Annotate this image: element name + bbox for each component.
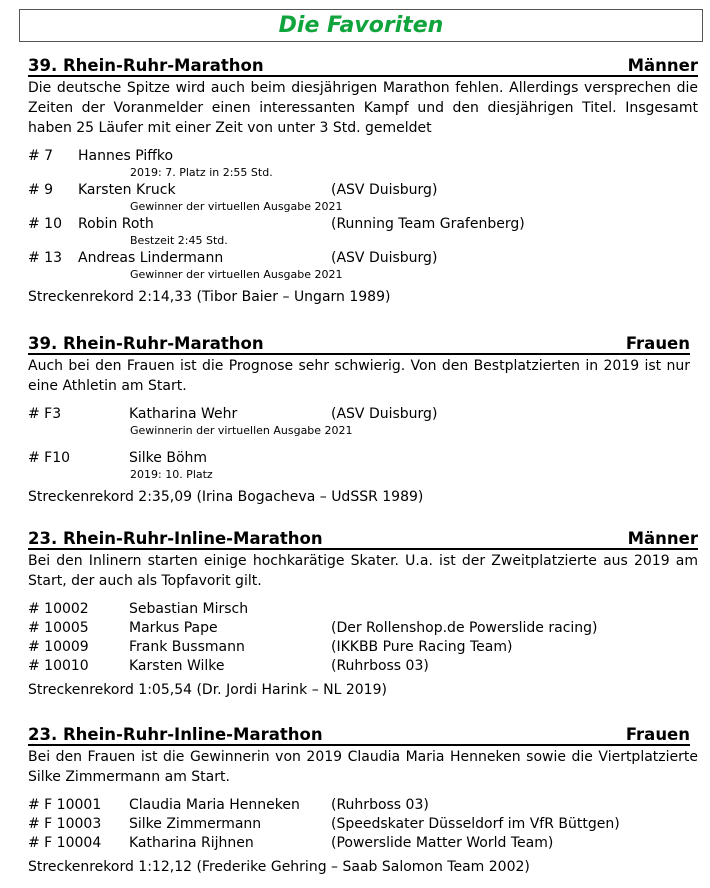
list-item xyxy=(28,181,698,200)
section-intro: Die deutsche Spitze wird auch beim diesjährigen Marathon fehlen. Allerdings versprechen die Zeiten der Voranmelder einen interessanten Kampf und den diesjährigen Titel. Insgesamt haben 25 Läufer mit einer Zeit von unter 3 Std. gemeldet xyxy=(28,80,698,136)
page-title-box xyxy=(19,9,703,42)
section-category: Frauen xyxy=(625,334,690,353)
bib-number: # 13 xyxy=(28,250,62,266)
section-heading: 23. Rhein-Ruhr-Inline-Marathon xyxy=(28,725,323,744)
course-record: Streckenrekord 2:35,09 (Irina Bogacheva – UdSSR 1989) xyxy=(28,489,424,505)
section-intro: Bei den Frauen ist die Gewinnerin von 2019 Claudia Maria Henneken sowie die Viertplatzierte Silke Zimmermann am Start. xyxy=(28,749,698,785)
athlete-club: (ASV Duisburg) xyxy=(331,406,438,422)
entry-list xyxy=(28,796,690,853)
athlete-name: Hannes Piffko xyxy=(78,148,174,164)
course-record: Streckenrekord 2:14,33 (Tibor Baier – Ungarn 1989) xyxy=(28,289,391,305)
athlete-note: Gewinner der virtuellen Ausgabe 2021 xyxy=(130,200,343,213)
athlete-name: Karsten Wilke xyxy=(129,658,225,674)
course-record: Streckenrekord 1:12,12 (Frederike Gehring – Saab Salomon Team 2002) xyxy=(28,859,530,875)
bib-number: # F 10001 xyxy=(28,797,102,813)
athlete-club: (Der Rollenshop.de Powerslide racing) xyxy=(331,620,598,636)
list-item xyxy=(28,619,698,638)
section-category: Männer xyxy=(627,56,698,75)
section-intro: Auch bei den Frauen ist die Prognose sehr schwierig. Von den Bestplatzierten in 2019 ist nur eine Athletin am Start. xyxy=(28,358,690,394)
bib-number: # 10009 xyxy=(28,639,89,655)
bib-number: # 10 xyxy=(28,216,62,232)
athlete-club: (IKKBB Pure Racing Team) xyxy=(331,639,513,655)
athlete-note: 2019: 10. Platz xyxy=(130,468,213,481)
entry-list xyxy=(28,405,690,483)
list-item xyxy=(28,600,698,619)
bib-number: # 9 xyxy=(28,182,54,198)
entry-list xyxy=(28,600,698,676)
bib-number: # F10 xyxy=(28,450,71,466)
bib-number: # F 10004 xyxy=(28,835,102,851)
section-heading-row xyxy=(28,56,698,77)
athlete-club: (Ruhrboss 03) xyxy=(331,658,429,674)
athlete-name: Andreas Lindermann xyxy=(78,250,224,266)
section-marathon-men xyxy=(28,56,698,307)
bib-number: # 10005 xyxy=(28,620,89,636)
athlete-note: Bestzeit 2:45 Std. xyxy=(130,234,228,247)
athlete-note: Gewinner der virtuellen Ausgabe 2021 xyxy=(130,268,343,281)
page-title: Die Favoriten xyxy=(278,13,444,38)
athlete-name: Markus Pape xyxy=(129,620,218,636)
athlete-name: Karsten Kruck xyxy=(78,182,176,198)
section-heading-row xyxy=(28,334,690,355)
athlete-note: Gewinnerin der virtuellen Ausgabe 2021 xyxy=(130,424,353,437)
section-heading: 39. Rhein-Ruhr-Marathon xyxy=(28,56,264,75)
bib-number: # 7 xyxy=(28,148,54,164)
athlete-name: Robin Roth xyxy=(78,216,154,232)
list-item xyxy=(28,834,690,853)
bib-number: # F3 xyxy=(28,406,62,422)
athlete-name: Sebastian Mirsch xyxy=(129,601,249,617)
list-item xyxy=(28,405,690,424)
list-item xyxy=(28,796,690,815)
bib-number: # 10002 xyxy=(28,601,89,617)
athlete-name: Silke Zimmermann xyxy=(129,816,262,832)
athlete-name: Frank Bussmann xyxy=(129,639,245,655)
athlete-club: (ASV Duisburg) xyxy=(331,182,438,198)
list-item xyxy=(28,147,698,166)
section-inline-men xyxy=(28,529,698,700)
athlete-club: (ASV Duisburg) xyxy=(331,250,438,266)
athlete-name: Katharina Rijhnen xyxy=(129,835,254,851)
athlete-club: (Powerslide Matter World Team) xyxy=(331,835,554,851)
bib-number: # F 10003 xyxy=(28,816,102,832)
course-record: Streckenrekord 1:05,54 (Dr. Jordi Harink – NL 2019) xyxy=(28,682,387,698)
section-marathon-women xyxy=(28,334,690,507)
section-heading-row xyxy=(28,725,690,746)
section-intro: Bei den Inlinern starten einige hochkarätige Skater. U.a. ist der Zweitplatzierte aus 2019 am Start, der auch als Topfavorit gilt. xyxy=(28,553,698,589)
athlete-name: Silke Böhm xyxy=(129,450,208,466)
list-item xyxy=(28,638,698,657)
list-item xyxy=(28,449,690,468)
list-item xyxy=(28,815,690,834)
athlete-name: Claudia Maria Henneken xyxy=(129,797,300,813)
section-heading-row xyxy=(28,529,698,550)
list-item xyxy=(28,657,698,676)
section-heading: 39. Rhein-Ruhr-Marathon xyxy=(28,334,264,353)
entry-list xyxy=(28,147,698,283)
athlete-club: (Speedskater Düsseldorf im VfR Büttgen) xyxy=(331,816,620,832)
section-category: Frauen xyxy=(625,725,690,744)
bib-number: # 10010 xyxy=(28,658,89,674)
athlete-club: (Ruhrboss 03) xyxy=(331,797,429,813)
section-heading: 23. Rhein-Ruhr-Inline-Marathon xyxy=(28,529,323,548)
section-inline-women xyxy=(28,725,698,877)
section-category: Männer xyxy=(627,529,698,548)
athlete-name: Katharina Wehr xyxy=(129,406,238,422)
athlete-club: (Running Team Grafenberg) xyxy=(331,216,525,232)
list-item xyxy=(28,249,698,268)
athlete-note: 2019: 7. Platz in 2:55 Std. xyxy=(130,166,273,179)
list-item xyxy=(28,215,698,234)
